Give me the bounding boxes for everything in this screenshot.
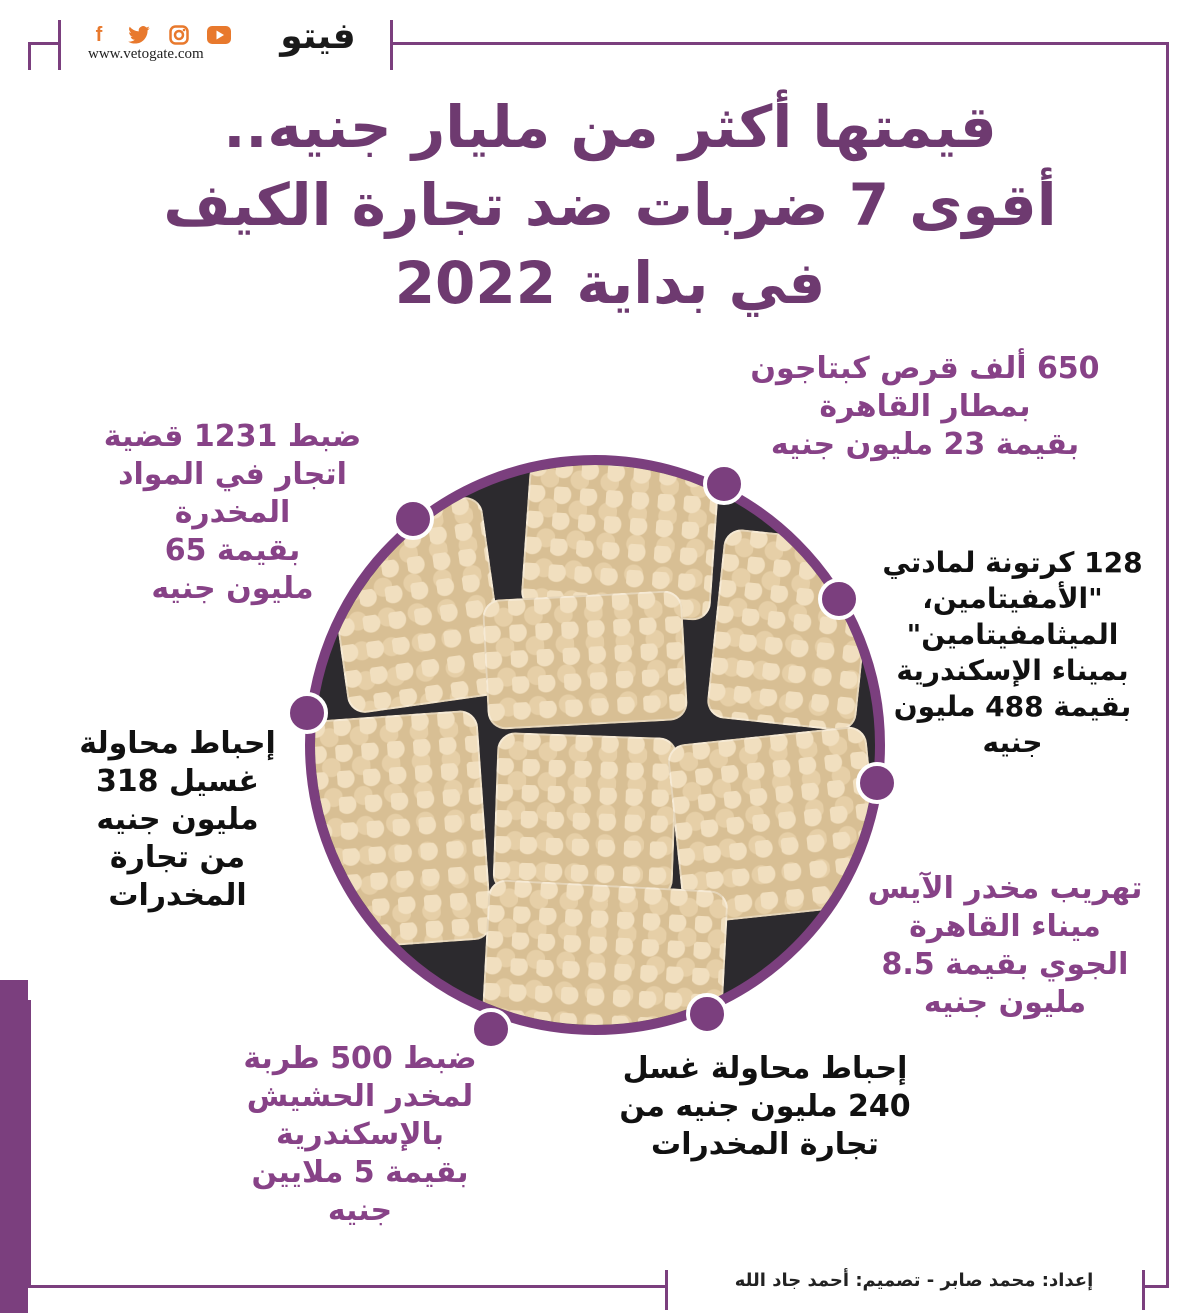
vetogate-logo: فيتو bbox=[280, 16, 356, 57]
facebook-icon[interactable]: f bbox=[95, 23, 103, 46]
youtube-icon[interactable] bbox=[206, 24, 232, 46]
pill-bag bbox=[482, 590, 689, 730]
item-laundering-318: إحباط محاولة غسيل 318 مليون جنيه من تجارة المخدرات bbox=[79, 726, 276, 913]
pill-bag bbox=[307, 709, 493, 950]
side-accent-bar bbox=[0, 980, 28, 1313]
item-amphetamine-alexandria: 128 كرتونة لمادتي "الأمفيتامين، الميثامفيتامين" بميناء الإسكندرية بقيمة 488 مليون جنيه bbox=[882, 546, 1143, 759]
frame-right bbox=[1166, 42, 1169, 1287]
title-line-1: قيمتها أكثر من مليار جنيه.. bbox=[223, 93, 997, 161]
site-url[interactable]: www.vetogate.com bbox=[88, 46, 204, 62]
frame-bottom-right bbox=[1142, 1285, 1169, 1288]
item-captagon-cairo-airport: 650 ألف قرص كبتاجون بمطار القاهرة بقيمة 23 مليون جنيه bbox=[750, 351, 1100, 462]
item-ice-smuggling: تهريب مخدر الآيس ميناء القاهرة الجوي بقيمة 8.5 مليون جنيه bbox=[867, 871, 1143, 1020]
bullet-dot bbox=[856, 762, 898, 804]
social-icons bbox=[86, 24, 232, 46]
frame-top-left bbox=[28, 42, 58, 45]
bullet-dot bbox=[392, 498, 434, 540]
frame-bottom-left bbox=[28, 1285, 665, 1288]
bullet-dot bbox=[703, 463, 745, 505]
twitter-icon[interactable] bbox=[126, 24, 152, 46]
frame-footer-bracket-right bbox=[1142, 1270, 1145, 1310]
credits: إعداد: محمد صابر - تصميم: أحمد جاد الله bbox=[734, 1270, 1094, 1291]
frame-left-upper bbox=[28, 42, 31, 70]
item-hashish-alexandria: ضبط 500 طربة لمخدر الحشيش بالإسكندرية بقيمة 5 ملايين جنيه bbox=[243, 1041, 477, 1228]
frame-top-right bbox=[393, 42, 1169, 45]
frame-left-lower bbox=[28, 1000, 31, 1288]
instagram-icon[interactable] bbox=[166, 24, 192, 46]
pills-photo bbox=[305, 455, 885, 1035]
title-line-3: في بداية 2022 bbox=[394, 249, 826, 317]
item-laundering-240: إحباط محاولة غسل 240 مليون جنيه من تجارة المخدرات bbox=[619, 1051, 911, 1162]
pill-bag bbox=[492, 732, 677, 898]
pill-bag bbox=[705, 528, 874, 733]
page-title bbox=[120, 88, 1100, 322]
item-1231-cases: ضبط 1231 قضية اتجار في المواد المخدرة بقيمة 65 مليون جنيه bbox=[103, 419, 362, 606]
frame-footer-bracket-left bbox=[665, 1270, 668, 1310]
bullet-dot bbox=[286, 692, 328, 734]
bullet-dot bbox=[686, 993, 728, 1035]
bullet-dot bbox=[818, 578, 860, 620]
title-line-2: أقوى 7 ضربات ضد تجارة الكيف bbox=[163, 171, 1057, 239]
